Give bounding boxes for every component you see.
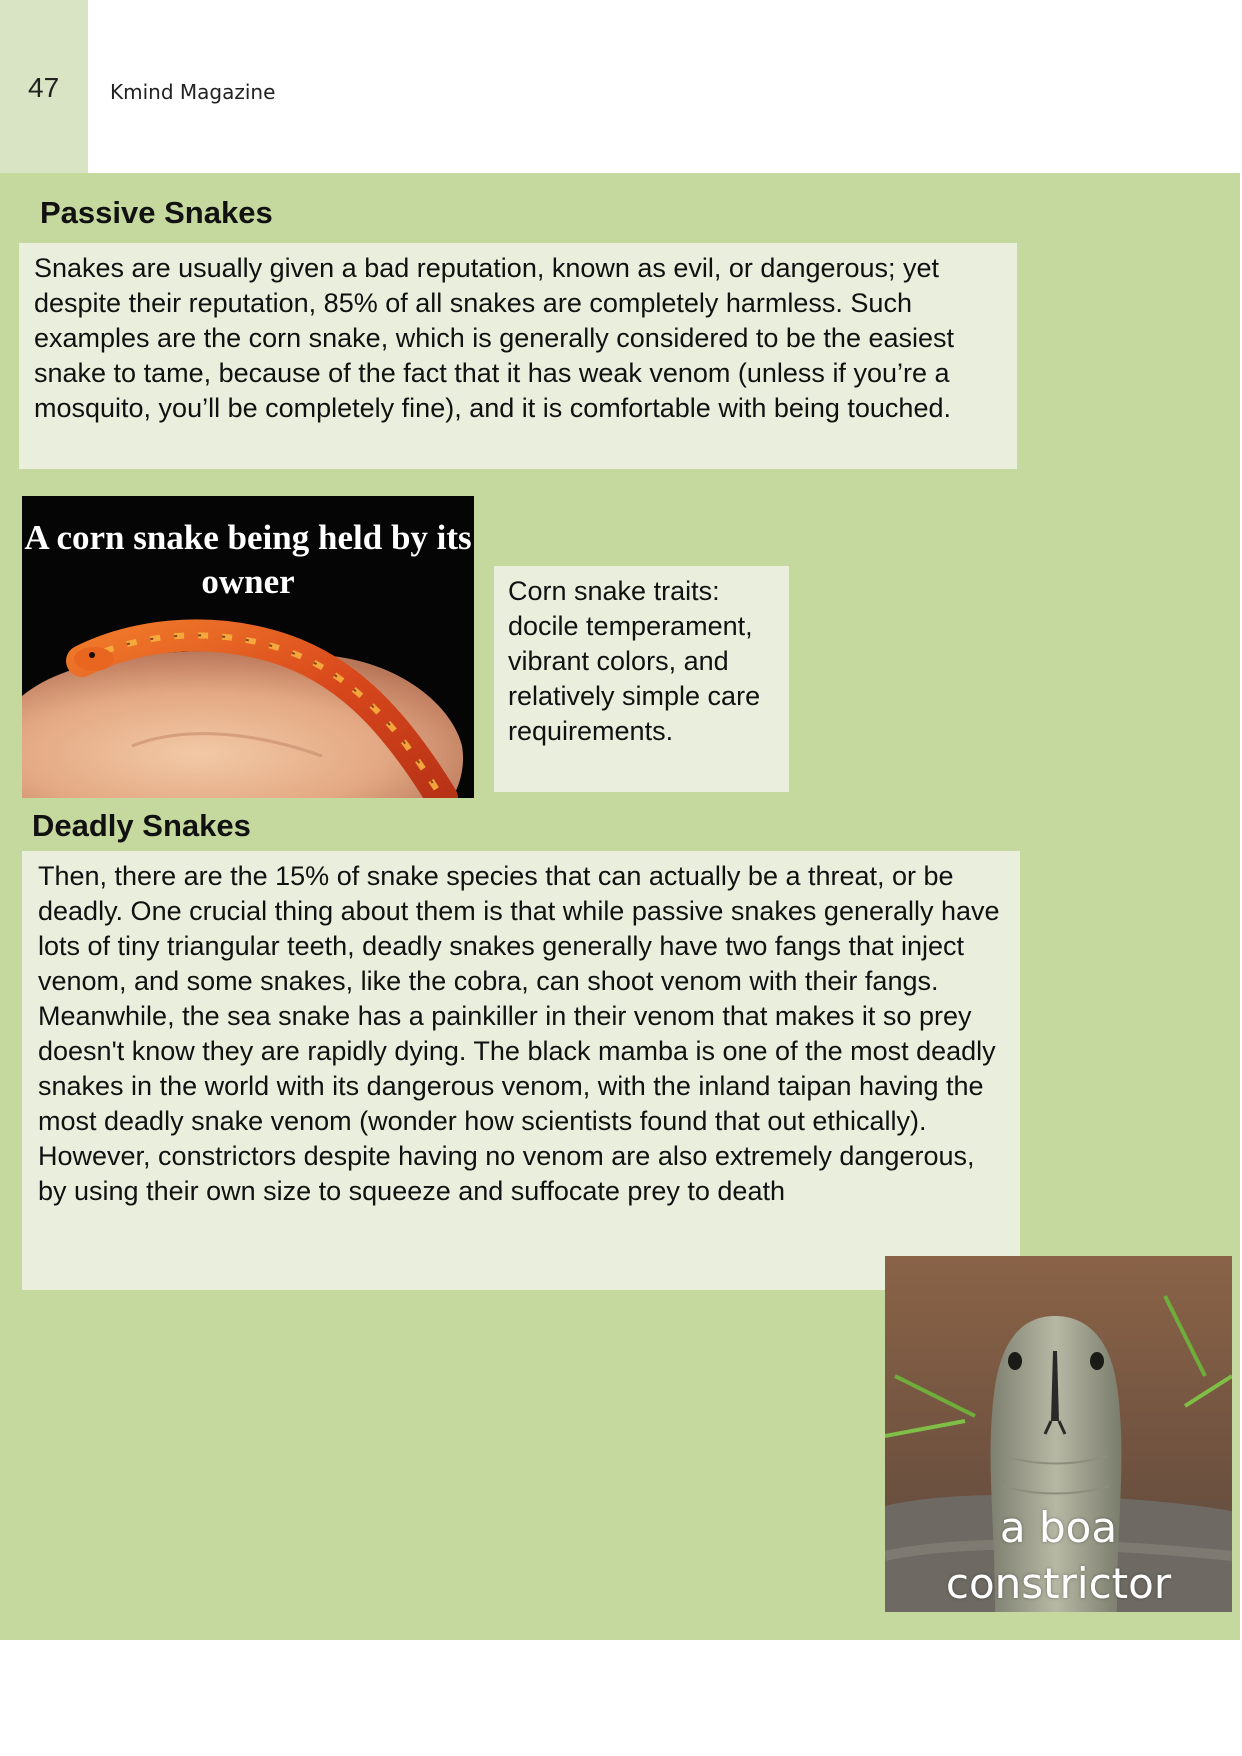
corn-snake-traits-box: Corn snake traits: docile temperament, vibrant colors, and relatively simple care requirements. <box>494 566 789 792</box>
corn-snake-photo <box>22 496 474 798</box>
corn-snake-caption: A corn snake being held by its owner <box>24 518 472 601</box>
passive-snakes-text: Snakes are usually given a bad reputation, known as evil, or dangerous; yet despite their reputation, 85% of all snakes are completely harmless. Such examples are the corn snake, which is generally considered to be the easiest snake to tame, because of the fact that it has weak venom (unless if you’re a mosquito, you’ll be completely fine), and it is comfortable with being touched. <box>19 243 1017 469</box>
boa-constrictor-caption: a boa constrictor <box>945 1503 1172 1608</box>
deadly-snakes-text: Then, there are the 15% of snake species that can actually be a threat, or be deadly. One crucial thing about them is that while passive snakes generally have lots of tiny triangular teeth, deadly snakes generally have two fangs that inject venom, and some snakes, like the cobra, can shoot venom with their fangs. Meanwhile, the sea snake has a painkiller in their venom that makes it so prey doesn't know they are rapidly dying. The black mamba is one of the most deadly snakes in the world with its dangerous venom, with the inland taipan having the most deadly snake venom (wonder how scientists found that out ethically). However, constrictors despite having no venom are also extremely dangerous, by using their own size to squeeze and suffocate prey to death <box>22 851 1020 1290</box>
deadly-snakes-heading: Deadly Snakes <box>32 808 251 843</box>
page-number: 47 <box>28 72 60 103</box>
magazine-name: Kmind Magazine <box>110 80 276 104</box>
boa-constrictor-photo <box>885 1256 1232 1612</box>
passive-snakes-heading: Passive Snakes <box>40 195 273 230</box>
